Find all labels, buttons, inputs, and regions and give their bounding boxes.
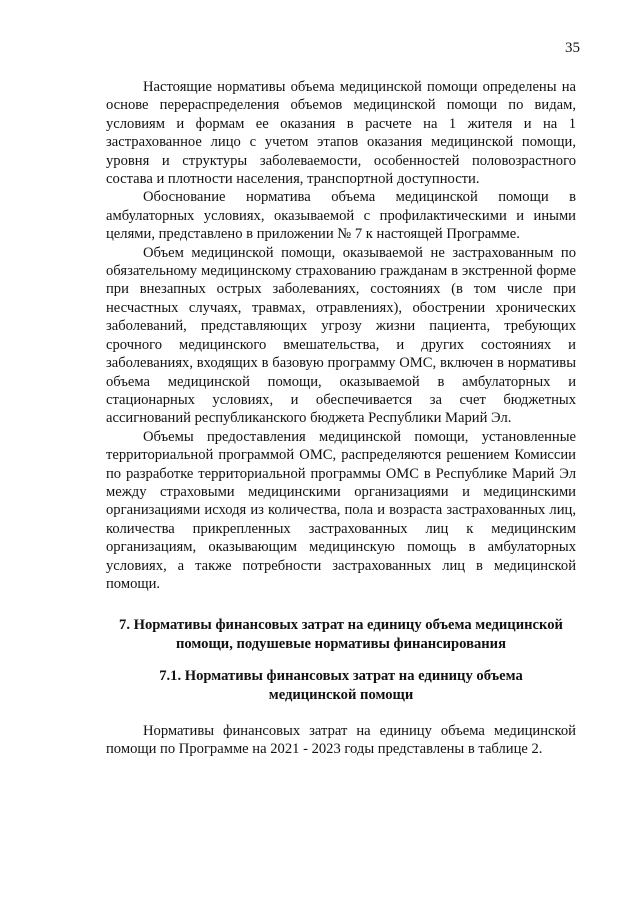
paragraph-cost-norms-table-ref: Нормативы финансовых затрат на единицу объема медицинской помощи по Программе на 2021 - 2023 годы представлены в таблице 2. — [106, 723, 576, 758]
document-body — [106, 78, 576, 759]
paragraph-oms-volume-distribution: Объемы предоставления медицинской помощи, установленные территориальной программой ОМС, распределяются решением Комиссии по разработке территориальной программы ОМС в Республике Марий Эл между страховыми медицинскими организациями и медицинскими организациями исходя из количества, пола и возраста застрахованных лиц, количества прикрепленных застрахованных лиц к медицинским организациям, оказывающим медицинскую помощь в амбулаторных условиях, а также потребности застрахованных лиц в медицинской помощи. — [106, 428, 576, 592]
paragraph-uninsured-emergency-care: Объем медицинской помощи, оказываемой не застрахованным по обязательному медицинскому страхованию гражданам в экстренной форме при внезапных острых заболеваниях, состояниях (в том числе при несчастных случаях, травмах, отравлениях), обострении хронических заболеваний, представляющих угрозу жизни пациента, требующих срочного медицинского вмешательства, и других состояниях и заболеваниях, входящих в базовую программу ОМС, включен в нормативы объема медицинской помощи, оказываемой в амбулаторных и стационарных условиях, и обеспечивается за счет бюджетных ассигнований республиканского бюджета Республики Марий Эл. — [106, 244, 576, 427]
page-number: 35 — [565, 40, 580, 56]
paragraph-outpatient-justification: Обоснование норматива объема медицинской помощи в амбулаторных условиях, оказываемой с профилактическими и иными целями, представлено в приложении № 7 к настоящей Программе. — [106, 189, 576, 243]
paragraph-volume-norms-basis: Настоящие нормативы объема медицинской помощи определены на основе перераспределения объемов медицинской помощи по видам, условиям и формам ее оказания в расчете на 1 жителя и на 1 застрахованное лицо с учетом этапов оказания медицинской помощи, уровня и структуры заболеваемости, особенностей половозрастного состава и плотности населения, транспортной доступности. — [106, 79, 576, 188]
subsection-heading: 7.1. Нормативы финансовых затрат на единицу объема медицинской помощи — [159, 668, 523, 703]
section-heading: 7. Нормативы финансовых затрат на единицу объема медицинской помощи, подушевые нормативы финансирования — [119, 617, 563, 652]
